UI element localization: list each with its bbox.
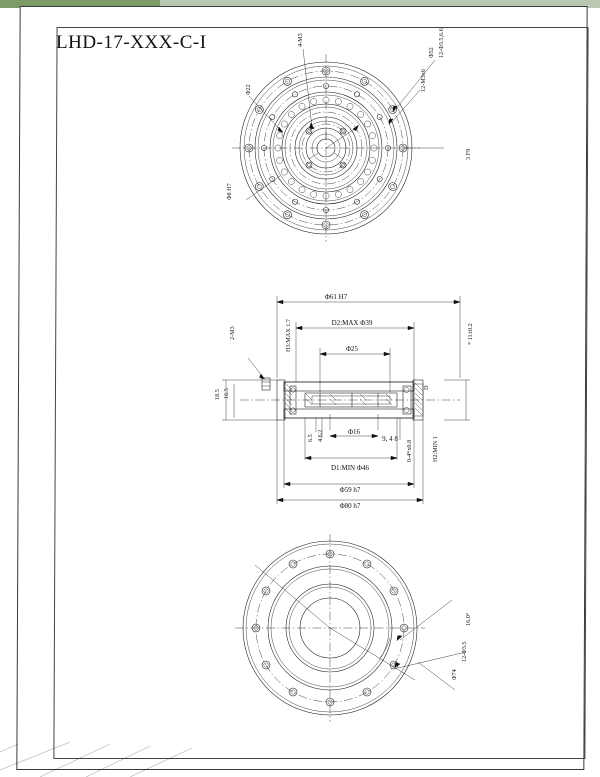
sec-label-phi25: Φ25	[345, 345, 359, 353]
top-label-phi52: Φ52	[428, 47, 435, 58]
sec-label-16-5: 16.5	[223, 388, 230, 399]
top-label-phi8-h7: Φ8 H7	[226, 183, 233, 200]
sec-label-4-6-2: 4.6.2	[317, 429, 324, 442]
top-label-phi22: Φ22	[245, 84, 252, 95]
sec-label-d2max: D2:MAX Φ39	[331, 319, 373, 327]
sec-label-d1min: D1:MIN Φ46	[331, 464, 369, 472]
sec-label-h3max: H3:MAX 1.7	[285, 318, 292, 352]
page-title: LHD-17-XXX-C-I	[56, 32, 207, 53]
section-view-group	[214, 293, 474, 510]
sec-label-h2min: H2:MIN 1	[432, 436, 439, 462]
bottom-label-12-phi35: 12-Φ3.5	[461, 641, 468, 662]
sec-label-phi16: Φ16	[347, 428, 361, 436]
sec-label-6-5: 6.5	[307, 434, 314, 442]
sec-label-chamfer: 0-4*x0.8	[406, 439, 413, 462]
top-label-4-m3: 4-M3	[297, 33, 304, 47]
sec-label-2-m3: 2-M3	[229, 326, 236, 340]
sec-label-18-5: 18.5	[214, 389, 221, 400]
sec-label-phi80-h7: Φ80 h7	[339, 502, 361, 510]
bottom-label-angle: 16.0°	[465, 612, 472, 626]
bottom-label-phi74: Φ74	[451, 669, 458, 680]
sec-label-phi61-h7: Φ61 H7	[324, 293, 348, 301]
sec-label-9-4-8: 9, 4 8	[382, 435, 398, 443]
top-label-12-m3x6: 12-M3x6	[420, 68, 427, 92]
sec-label-11pm02: * 11±0.2	[467, 323, 474, 345]
sec-label-d: D	[423, 385, 430, 390]
top-label-12-phi35: 12-Φ3.5,6.6	[438, 28, 445, 58]
sec-label-phi59-h7: Φ59 h7	[339, 486, 361, 494]
top-view-group	[226, 28, 472, 242]
top-label-3-f9: 3 F9	[465, 148, 472, 160]
page-corner-lines	[0, 742, 192, 777]
bottom-view-group	[235, 534, 472, 722]
